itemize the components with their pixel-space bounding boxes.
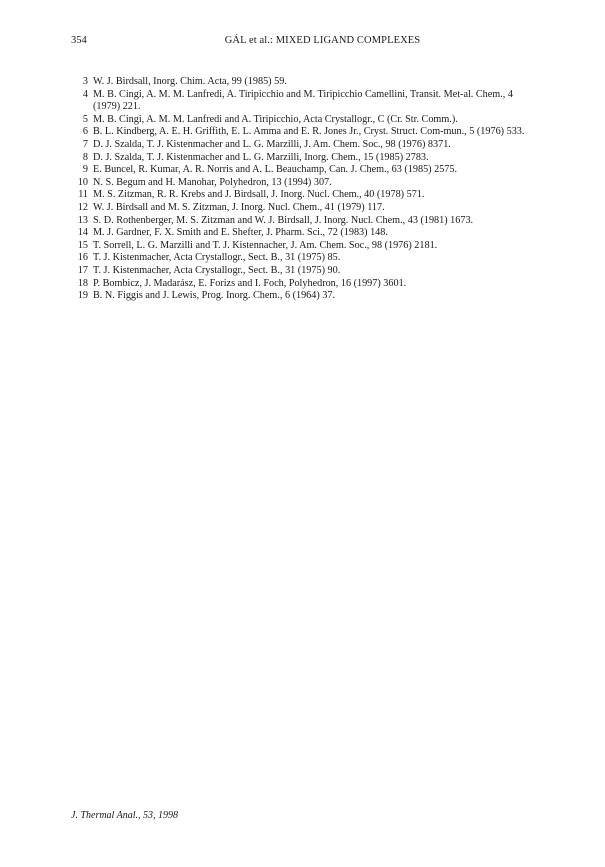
reference-text: N. S. Begum and H. Manohar, Polyhedron, 13 (1994) 307. bbox=[93, 176, 332, 188]
reference-item bbox=[71, 89, 541, 114]
reference-item bbox=[71, 252, 541, 265]
reference-text: T. Sorrell, L. G. Marzilli and T. J. Kistennacher, J. Am. Chem. Soc., 98 (1976) 2181. bbox=[93, 239, 438, 251]
reference-number: 5 bbox=[82, 113, 88, 125]
reference-item bbox=[71, 189, 541, 202]
reference-text: P. Bombicz, J. Madarász, E. Forizs and I. Foch, Polyhedron, 16 (1997) 3601. bbox=[93, 277, 407, 289]
reference-text: B. N. Figgis and J. Lewis, Prog. Inorg. Chem., 6 (1964) 37. bbox=[93, 290, 336, 302]
reference-number: 4 bbox=[82, 88, 88, 100]
reference-item bbox=[71, 152, 541, 165]
page-number: 354 bbox=[71, 35, 87, 46]
reference-text: M. S. Zitzman, R. R. Krebs and J. Birdsall, J. Inorg. Nucl. Chem., 40 (1978) 571. bbox=[93, 189, 425, 201]
reference-number: 19 bbox=[77, 290, 88, 302]
reference-number: 10 bbox=[77, 176, 88, 188]
reference-text: D. J. Szalda, T. J. Kistenmacher and L. G. Marzilli, J. Am. Chem. Soc., 98 (1976) 8371. bbox=[93, 138, 451, 150]
reference-text: S. D. Rothenberger, M. S. Zitzman and W. J. Birdsall, J. Inorg. Nucl. Chem., 43 (1981) 1673. bbox=[93, 214, 474, 226]
reference-number: 12 bbox=[77, 201, 88, 213]
reference-text: D. J. Szalda, T. J. Kistenmacher and L. G. Marzilli, Inorg. Chem., 15 (1985) 2783. bbox=[93, 151, 429, 163]
reference-number: 3 bbox=[82, 76, 88, 87]
reference-item bbox=[71, 76, 541, 89]
reference-text: T. J. Kistenmacher, Acta Crystallogr., Sect. B., 31 (1975) 90. bbox=[93, 264, 341, 276]
reference-number: 6 bbox=[82, 126, 88, 138]
journal-footer: J. Thermal Anal., 53, 1998 bbox=[71, 810, 179, 821]
reference-item bbox=[71, 114, 541, 127]
reference-text: T. J. Kistenmacher, Acta Crystallogr., Sect. B., 31 (1975) 85. bbox=[93, 252, 341, 264]
reference-number: 15 bbox=[77, 239, 88, 251]
reference-item bbox=[71, 215, 541, 228]
reference-number: 11 bbox=[78, 189, 88, 201]
reference-number: 9 bbox=[82, 164, 88, 176]
reference-number: 8 bbox=[82, 151, 88, 163]
reference-item bbox=[71, 164, 541, 177]
reference-item bbox=[71, 202, 541, 215]
reference-item bbox=[71, 278, 541, 291]
reference-item bbox=[71, 139, 541, 152]
reference-text: B. L. Kindberg, A. E. H. Griffith, E. L. Amma and E. R. Jones Jr., Cryst. Struct. Com-mun., 5 (1976) 533. bbox=[93, 126, 525, 138]
reference-number: 7 bbox=[82, 138, 88, 150]
reference-number: 18 bbox=[77, 277, 88, 289]
reference-item bbox=[71, 265, 541, 278]
reference-item bbox=[71, 126, 541, 139]
reference-text: M. B. Cingi, A. M. M. Lanfredi, A. Tiripicchio and M. Tiripicchio Camellini, Transit. Met-al. Chem., 4 (1979) 221. bbox=[93, 88, 513, 113]
reference-text: W. J. Birdsall and M. S. Zitzman, J. Inorg. Nucl. Chem., 41 (1979) 117. bbox=[93, 201, 385, 213]
reference-text: M. B. Cingi, A. M. M. Lanfredi and A. Tiripicchio, Acta Crystallogr., C (Cr. Str. Comm.). bbox=[93, 113, 458, 125]
reference-number: 16 bbox=[77, 252, 88, 264]
reference-item bbox=[71, 240, 541, 253]
reference-number: 14 bbox=[77, 227, 88, 239]
reference-item bbox=[71, 227, 541, 240]
reference-text: M. J. Gardner, F. X. Smith and E. Shefter, J. Pharm. Sci., 72 (1983) 148. bbox=[93, 227, 388, 239]
running-head: GÁL et al.: MIXED LIGAND COMPLEXES bbox=[224, 35, 421, 46]
reference-text: W. J. Birdsall, Inorg. Chim. Acta, 99 (1985) 59. bbox=[93, 76, 287, 87]
reference-text: E. Buncel, R. Kumar, A. R. Norris and A. L. Beauchamp, Can. J. Chem., 63 (1985) 2575. bbox=[93, 164, 458, 176]
reference-item bbox=[71, 290, 541, 303]
reference-list bbox=[71, 76, 541, 303]
reference-number: 17 bbox=[77, 264, 88, 276]
reference-item bbox=[71, 177, 541, 190]
reference-number: 13 bbox=[77, 214, 88, 226]
